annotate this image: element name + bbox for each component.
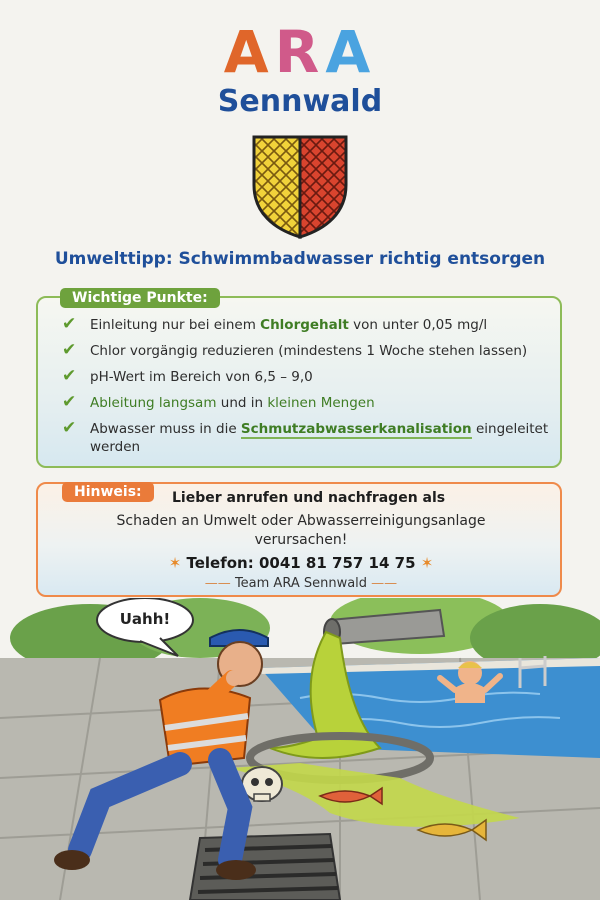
speech-text: Uahh! xyxy=(119,610,171,628)
hint-title: Hinweis: xyxy=(62,482,154,502)
logo-wordmark xyxy=(0,18,600,86)
item-emphasis: Chlorgehalt xyxy=(260,317,349,333)
list-item xyxy=(62,368,552,386)
key-points-title: Wichtige Punkte: xyxy=(60,288,220,308)
coat-of-arms-icon xyxy=(250,133,350,241)
logo-letter-r: R xyxy=(274,18,326,86)
hint-box xyxy=(36,482,562,597)
item-text: von unter 0,05 mg/l xyxy=(348,317,488,333)
list-item xyxy=(62,420,552,456)
key-points-box xyxy=(36,290,562,468)
item-text: und in xyxy=(216,395,268,411)
key-points-list xyxy=(62,316,552,464)
hint-lead: Lieber anrufen und nachfragen als xyxy=(172,490,446,506)
item-text: Chlor vorgängig reduzieren (mindestens 1 Woche stehen lassen) xyxy=(90,343,528,359)
item-emphasis: Ableitung langsam xyxy=(90,395,217,411)
list-item xyxy=(62,316,552,334)
checkmark-icon: ✔ xyxy=(62,418,77,438)
list-item xyxy=(62,342,552,360)
illustration xyxy=(0,598,600,900)
ara-logo xyxy=(0,18,600,119)
team-signature: —— Team ARA Sennwald —— xyxy=(204,576,398,591)
phone-number: ✶ Telefon: 0041 81 757 14 75 ✶ xyxy=(168,554,434,572)
list-item xyxy=(62,394,552,412)
hint-body-line: verursachen! xyxy=(254,532,348,548)
item-text: Einleitung nur bei einem xyxy=(90,317,261,333)
item-text: Abwasser muss in die xyxy=(90,421,241,437)
skull-icon xyxy=(242,767,282,801)
checkmark-icon: ✔ xyxy=(62,340,77,360)
hint-body-line: Schaden an Umwelt oder Abwasserreinigungsanlage xyxy=(116,513,486,529)
checkmark-icon: ✔ xyxy=(62,314,77,334)
checkmark-icon: ✔ xyxy=(62,366,77,386)
item-text: eingeleitet werden xyxy=(90,421,549,455)
logo-subtitle: Sennwald xyxy=(217,84,383,119)
phone-text: Telefon: 0041 81 757 14 75 xyxy=(186,554,416,572)
logo-letter-a2: A xyxy=(325,18,377,86)
item-emphasis: kleinen Mengen xyxy=(267,395,375,411)
hint-body xyxy=(38,512,564,550)
logo-letter-a: A xyxy=(223,18,275,86)
item-text: pH-Wert im Bereich von 6,5 – 9,0 xyxy=(90,369,313,385)
team-text: Team ARA Sennwald xyxy=(234,576,368,591)
item-emphasis: Schmutzabwasserkanalisation xyxy=(240,421,472,437)
checkmark-icon: ✔ xyxy=(62,392,77,412)
drain-grate-icon xyxy=(190,834,340,900)
page-title: Umwelttipp: Schwimmbadwasser richtig entsorgen xyxy=(54,249,546,269)
